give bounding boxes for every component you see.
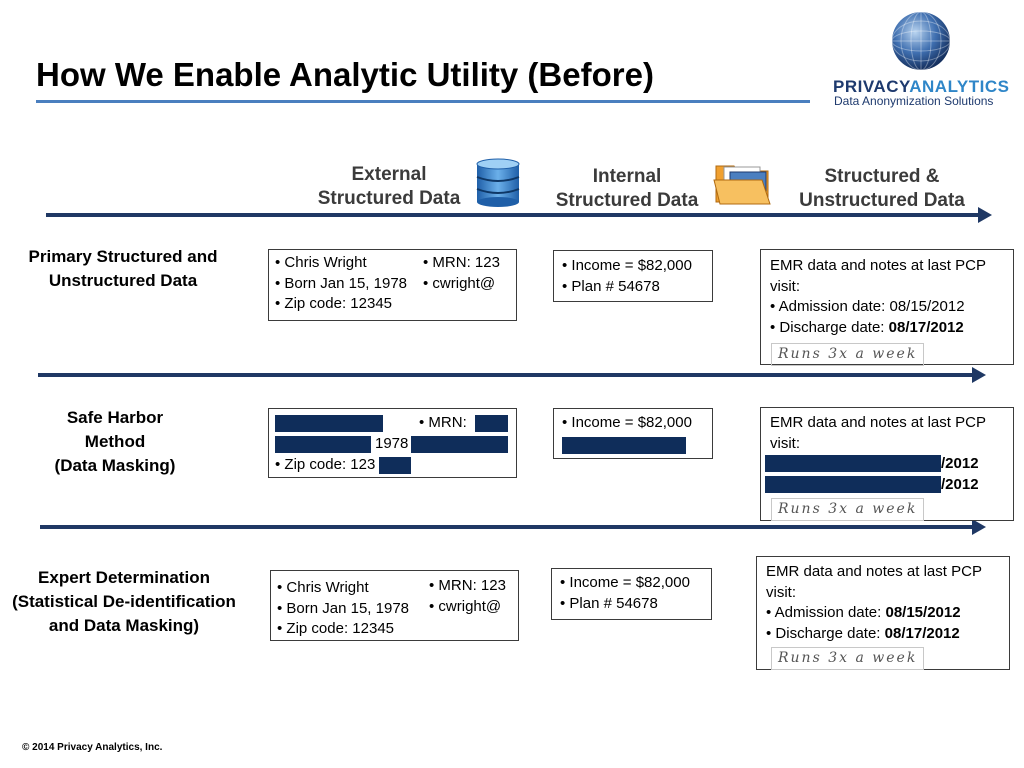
internal-data-box-expert: • Income = $82,000 • Plan # 54678 (551, 568, 712, 620)
column-header-unstructured: Structured & Unstructured Data (799, 166, 965, 211)
column-header-external: External Structured Data (317, 164, 461, 209)
copyright-footer: © 2014 Privacy Analytics, Inc. (22, 742, 163, 753)
handwritten-note: Runs 3x a week (771, 498, 924, 521)
external-data-box-expert: • Chris Wright • Born Jan 15, 1978 • Zip code: 12345 • MRN: 123 • cwright@ (270, 570, 519, 641)
company-tagline: Data Anonymization Solutions (834, 94, 994, 108)
emr-data-box-primary: EMR data and notes at last PCP visit: • Admission date: 08/15/2012 • Discharge date: 08/17/2012 Runs 3x a week (760, 249, 1014, 365)
row-divider-arrow-2 (40, 525, 972, 529)
redaction-bar (765, 476, 941, 493)
external-data-box-primary: • Chris Wright • Born Jan 15, 1978 • Zip code: 12345 • MRN: 123 • cwright@ (268, 249, 517, 321)
handwritten-note: Runs 3x a week (771, 647, 924, 670)
redaction-bar (275, 436, 371, 453)
page-title: How We Enable Analytic Utility (Before) (36, 56, 654, 93)
redaction-bar (411, 436, 508, 453)
redaction-bar (475, 415, 508, 432)
timeline-arrow-top (46, 213, 978, 217)
row-label-safe-harbor: Safe Harbor Method (Data Masking) (54, 408, 176, 475)
column-header-internal: Internal Structured Data (555, 166, 699, 211)
database-icon (474, 158, 522, 208)
redaction-bar (765, 455, 941, 472)
title-underline (36, 100, 810, 103)
emr-data-box-expert: EMR data and notes at last PCP visit: • Admission date: 08/15/2012 • Discharge date: 08/17/2012 Runs 3x a week (756, 556, 1010, 670)
globe-logo-icon (890, 10, 952, 72)
company-logo-text: PRIVACYANALYTICS (833, 77, 1010, 96)
handwritten-note: Runs 3x a week (771, 343, 924, 366)
folder-icon (712, 158, 774, 208)
row-label-expert-determination: Expert Determination (Statistical De-identification and Data Masking) (12, 568, 236, 635)
redaction-bar (275, 415, 383, 432)
internal-data-box-primary: • Income = $82,000 • Plan # 54678 (553, 250, 713, 302)
redaction-bar (562, 437, 686, 454)
internal-data-box-safe-harbor: • Income = $82,000 (553, 408, 713, 459)
redaction-bar (379, 457, 411, 474)
row-label-primary: Primary Structured and Unstructured Data (28, 247, 218, 290)
emr-data-box-safe-harbor: EMR data and notes at last PCP visit: /2012 /2012 Runs 3x a week (760, 407, 1014, 521)
row-divider-arrow-1 (38, 373, 972, 377)
external-data-box-safe-harbor: • MRN: 1978 • Zip code: 123 (268, 408, 517, 478)
